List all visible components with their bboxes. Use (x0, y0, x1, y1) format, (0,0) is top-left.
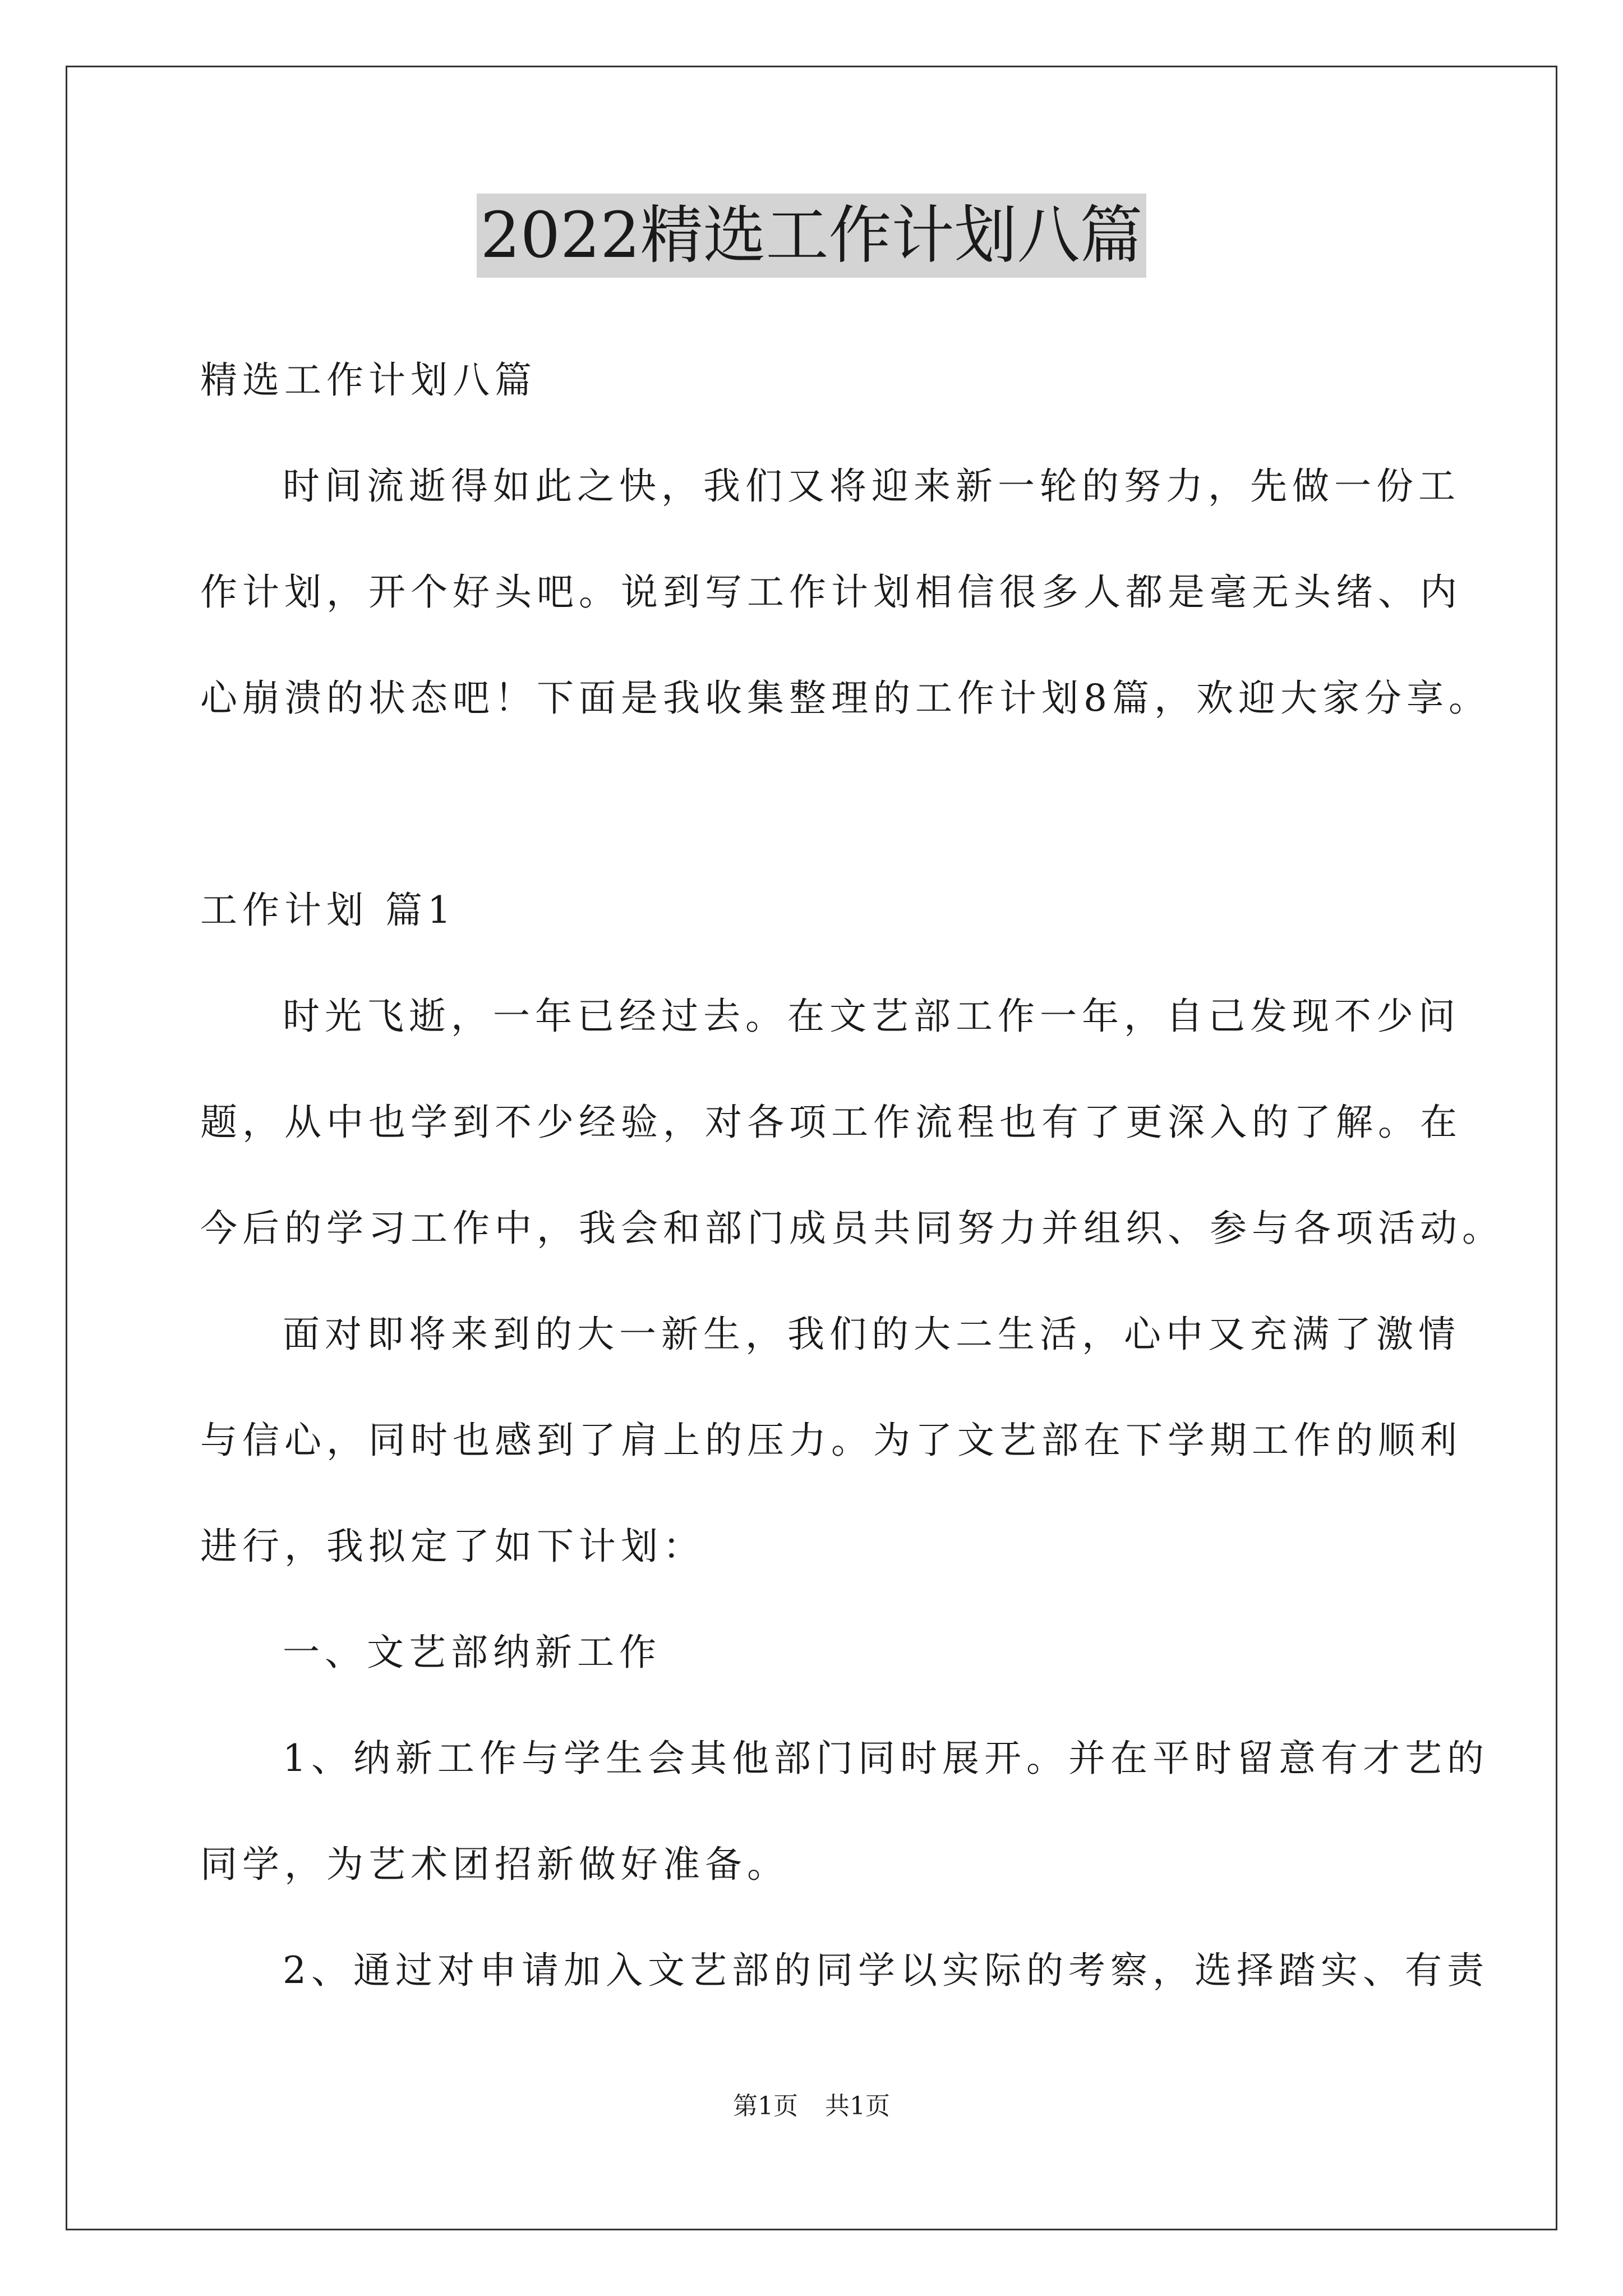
text-line: 进行，我拟定了如下计划： (200, 1525, 705, 1568)
text-line: 时间流逝得如此之快，我们又将迎来新一轮的努力，先做一份工 (283, 464, 1460, 508)
subtitle-line: 精选工作计划八篇 (200, 358, 537, 402)
text-line: 与信心，同时也感到了肩上的压力。为了文艺部在下学期工作的顺利 (200, 1419, 1462, 1462)
page-total: 共1页 (825, 2092, 890, 2120)
section-heading: 工作计划 篇1 (200, 889, 456, 932)
text-line: 1、纳新工作与学生会其他部门同时展开。并在平时留意有才艺的 (283, 1737, 1489, 1780)
text-line: 作计划，开个好头吧。说到写工作计划相信很多人都是毫无头绪、内 (200, 570, 1462, 614)
text-line: 今后的学习工作中，我会和部门成员共同努力并组织、参与各项活动。 (200, 1207, 1504, 1250)
title-wrapper (0, 194, 1623, 278)
page-footer (0, 2090, 1623, 2123)
text-line: 时光飞逝，一年已经过去。在文艺部工作一年，自己发现不少问 (283, 995, 1460, 1038)
text-line: 一、文艺部纳新工作 (283, 1631, 661, 1674)
text-line: 心崩溃的状态吧！下面是我收集整理的工作计划8篇，欢迎大家分享。 (200, 677, 1491, 720)
text-line: 题，从中也学到不少经验，对各项工作流程也有了更深入的了解。在 (200, 1101, 1462, 1144)
text-line: 面对即将来到的大一新生，我们的大二生活，心中又充满了激情 (283, 1313, 1460, 1356)
text-line: 2、通过对申请加入文艺部的同学以实际的考察，选择踏实、有责 (283, 1949, 1489, 1992)
text-line: 同学，为艺术团招新做好准备。 (200, 1843, 789, 1886)
document-title: 2022精选工作计划八篇 (477, 194, 1146, 278)
page-current: 第1页 (733, 2092, 798, 2120)
